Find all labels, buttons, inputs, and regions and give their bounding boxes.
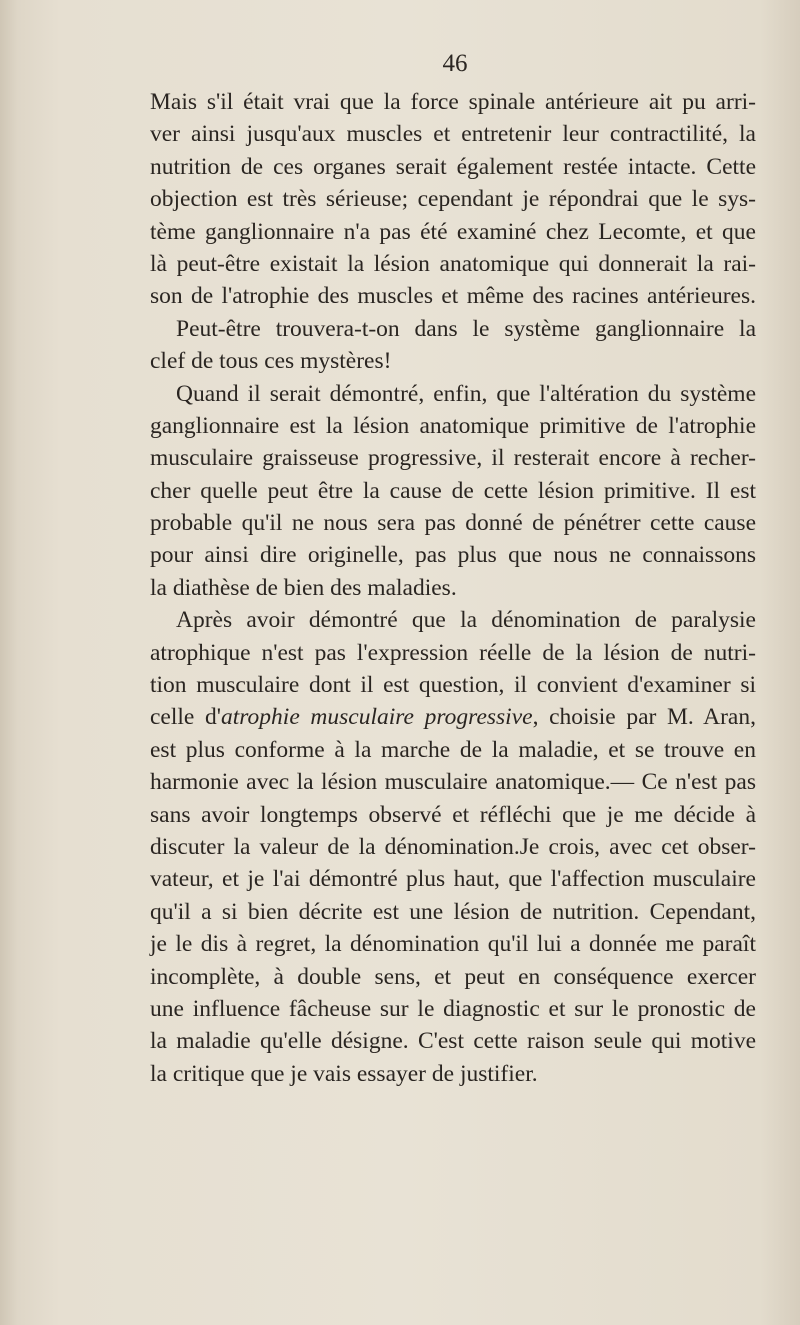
paragraph-end-line: la diathèse de bien des maladies. [150,574,457,601]
text-line: je le dis à regret, la dénomination qu'il lui a donnée me paraît [150,931,756,958]
paragraph-end-line: clef de tous ces mystères! [150,348,392,375]
italic-term: atrophie musculaire progressive [221,704,533,731]
text-line: la maladie qu'elle désigne. C'est cette raison seule qui motive [150,1028,756,1055]
text-line: probable qu'il ne nous sera pas donné de pénétrer cette cause [150,510,756,537]
paragraph-start-line: Après avoir démontré que la dénomination de paralysie [176,607,756,634]
paragraph-start-line: Quand il serait démontré, enfin, que l'altération du système [176,380,756,407]
paragraph-end-line: la critique que je vais essayer de justifier. [150,1060,538,1087]
text-line: nutrition de ces organes serait également restée intacte. Cette [150,153,756,180]
paragraph-start-line: Peut-être trouvera-t-on dans le système ganglionnaire la [176,315,756,342]
text-line: une influence fâcheuse sur le diagnostic et sur le pronostic de [150,995,756,1022]
text-line: son de l'atrophie des muscles et même des racines antérieures. [150,283,756,310]
text-line: cher quelle peut être la cause de cette lésion primitive. Il est [150,477,756,504]
text-line: harmonie avec la lésion musculaire anatomique.— Ce n'est pas [150,769,756,796]
line-text-after: , choisie par M. Aran, [532,704,756,731]
text-line: objection est très sérieuse; cependant je répondrai que le sys- [150,186,756,213]
text-line: pour ainsi dire originelle, pas plus que nous ne connaissons [150,542,756,569]
text-line: tème ganglionnaire n'a pas été examiné chez Lecomte, et que [150,218,756,245]
text-line: est plus conforme à la marche de la maladie, et se trouve en [150,736,756,763]
text-line: ver ainsi jusqu'aux muscles et entretenir leur contractilité, la [150,121,756,148]
body-text [150,86,756,1090]
text-line: incomplète, à double sens, et peut en conséquence exercer [150,963,756,990]
text-line: ganglionnaire est la lésion anatomique primitive de l'atrophie [150,412,756,439]
text-line: vateur, et je l'ai démontré plus haut, que l'affection musculaire [150,866,756,893]
text-line: musculaire graisseuse progressive, il resterait encore à recher- [150,445,756,472]
text-line: atrophique n'est pas l'expression réelle de la lésion de nutri- [150,639,756,666]
text-line: Mais s'il était vrai que la force spinale antérieure ait pu arri- [150,89,756,115]
page-number: 46 [442,50,468,77]
text-line: discuter la valeur de la dénomination.Je crois, avec cet obser- [150,833,756,860]
text-line: là peut-être existait la lésion anatomique qui donnerait la rai- [150,250,756,277]
text-line-with-italic [150,701,756,733]
text-line: tion musculaire dont il est question, il convient d'examiner si [150,672,756,699]
text-line: sans avoir longtemps observé et réfléchi que je me décide à [150,801,756,828]
text-line: qu'il a si bien décrite est une lésion de nutrition. Cependant, [150,898,756,925]
line-text-before: celle d' [150,704,221,731]
